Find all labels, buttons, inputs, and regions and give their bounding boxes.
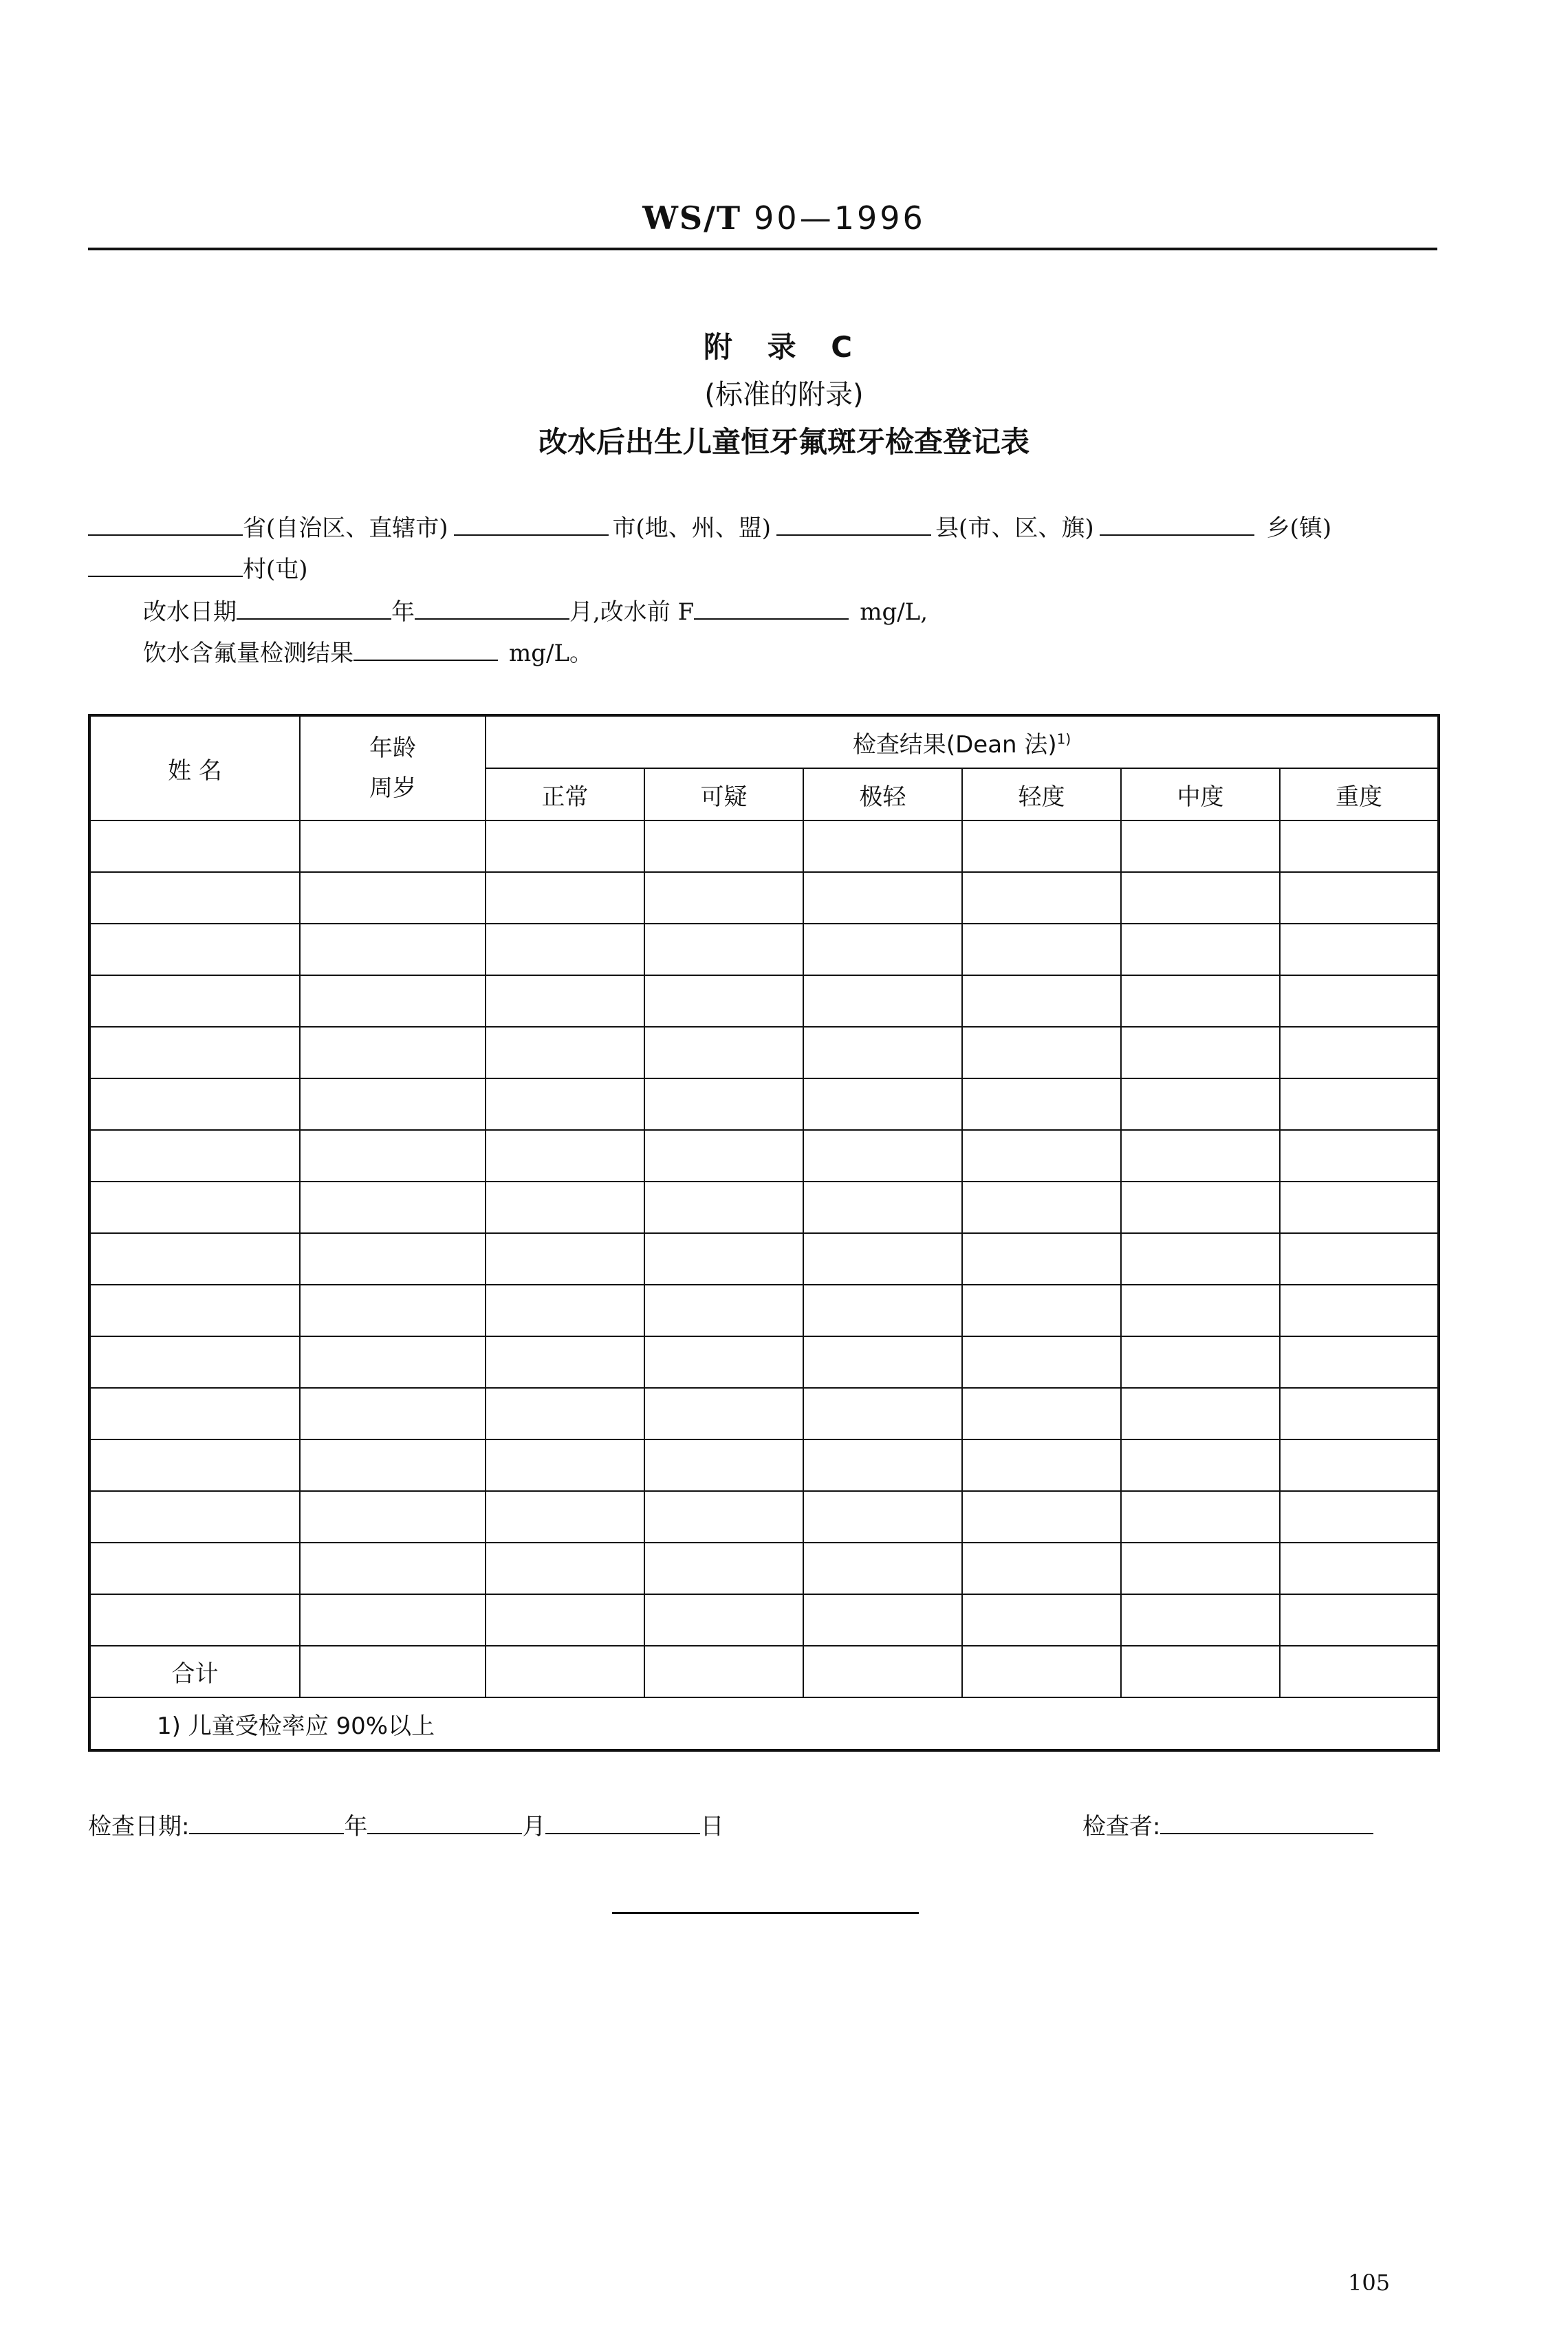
city-label: 市(地、州、盟) [612,514,772,542]
exam-date-label: 检查日期: [88,1813,190,1840]
table-cell[interactable] [1121,1543,1280,1594]
table-cell[interactable] [1121,1336,1280,1388]
location-line [88,509,1331,543]
table-cell[interactable] [1121,924,1280,975]
table-cell[interactable] [803,1130,962,1182]
table-cell[interactable] [300,1336,486,1388]
appendix-subtitle: (标准的附录) [704,379,864,411]
table-cell[interactable] [486,1233,644,1285]
table-cell[interactable] [962,1439,1121,1491]
county-label: 县(市、区、旗) [935,514,1094,542]
header-name-text: 姓 名 [168,757,222,785]
table-cell[interactable] [89,1078,300,1130]
table-cell[interactable] [1280,1285,1439,1336]
examiner-line [1082,1807,1373,1841]
table-cell[interactable] [300,1646,486,1697]
table-cell[interactable] [644,975,803,1027]
table-cell[interactable] [803,1078,962,1130]
table-row [89,1594,1439,1646]
table-cell[interactable] [300,1078,486,1130]
table-cell[interactable] [486,1646,644,1697]
table-cell[interactable] [1280,872,1439,924]
table-cell[interactable] [486,872,644,924]
standard-code [0,199,1568,237]
table-cell[interactable] [962,872,1121,924]
province-blank[interactable] [88,514,243,536]
table-cell[interactable] [486,1078,644,1130]
reform-month-label: 月,改水前 F [569,598,695,626]
table-cell[interactable] [803,1543,962,1594]
table-cell[interactable] [962,924,1121,975]
table-cell[interactable] [1280,924,1439,975]
table-cell[interactable] [644,1646,803,1697]
table-row [89,1336,1439,1388]
reform-date-line [143,593,928,627]
table-cell[interactable] [1121,1078,1280,1130]
county-blank[interactable] [776,514,931,536]
table-cell[interactable] [1121,820,1280,872]
table-cell[interactable] [644,1130,803,1182]
reform-date-label: 改水日期 [143,598,237,626]
table-body [89,820,1439,1646]
examiner-blank[interactable] [1160,1812,1373,1834]
fluoride-blank[interactable] [353,639,498,661]
table-row [89,872,1439,924]
table-cell[interactable] [300,1233,486,1285]
reform-month-blank[interactable] [415,598,569,620]
table-cell[interactable] [486,1285,644,1336]
grade-severe: 重度 [1280,768,1439,820]
table-cell[interactable] [89,1594,300,1646]
table-cell[interactable] [486,1543,644,1594]
table-cell[interactable] [962,1388,1121,1439]
table-cell[interactable] [300,1594,486,1646]
fluoride-line [143,634,593,668]
table-cell[interactable] [1280,820,1439,872]
table-cell[interactable] [803,1646,962,1697]
table-cell[interactable] [1121,1285,1280,1336]
table-cell[interactable] [1280,1543,1439,1594]
table-cell[interactable] [803,1439,962,1491]
exam-month-blank[interactable] [367,1812,522,1834]
table-cell[interactable] [300,1543,486,1594]
grade-mild: 轻度 [962,768,1121,820]
table-cell[interactable] [89,1388,300,1439]
table-cell[interactable] [1280,1388,1439,1439]
village-line [88,550,308,584]
table-cell[interactable] [300,1439,486,1491]
table-row [89,1027,1439,1078]
table-row [89,1130,1439,1182]
header-result-sup: 1) [1056,730,1071,748]
table-cell[interactable] [1280,1646,1439,1697]
township-blank[interactable] [1100,514,1254,536]
table-cell[interactable] [486,1439,644,1491]
table-cell[interactable] [300,872,486,924]
table-note: 1) 儿童受检率应 90%以上 [89,1697,1439,1750]
table-cell[interactable] [1280,1027,1439,1078]
table-cell[interactable] [644,1285,803,1336]
table-row [89,1388,1439,1439]
total-label: 合计 [89,1646,300,1697]
table-cell[interactable] [1280,1336,1439,1388]
table-cell[interactable] [89,1233,300,1285]
header-result [486,715,1439,768]
table-cell[interactable] [962,1491,1121,1543]
table-row [89,1285,1439,1336]
fluoride-label: 饮水含氟量检测结果 [143,640,353,667]
table-cell[interactable] [300,1388,486,1439]
table-cell[interactable] [644,1594,803,1646]
table-cell[interactable] [803,1388,962,1439]
table-cell[interactable] [1280,1130,1439,1182]
registration-table [88,714,1440,1752]
table-cell[interactable] [644,1336,803,1388]
standard-code-number: 90—1996 [754,199,926,237]
table-cell[interactable] [300,1130,486,1182]
table-cell[interactable] [644,1543,803,1594]
table-cell[interactable] [89,872,300,924]
table-cell[interactable] [644,1027,803,1078]
appendix-label: 附 录 C [703,330,865,364]
exam-year-label: 年 [344,1813,368,1840]
table-row [89,1233,1439,1285]
table-row [89,1491,1439,1543]
table-cell[interactable] [486,924,644,975]
table-cell[interactable] [1280,1078,1439,1130]
exam-date-line [88,1807,723,1841]
table-cell[interactable] [962,1130,1121,1182]
table-cell[interactable] [486,1491,644,1543]
table-cell[interactable] [486,1388,644,1439]
page-number: 105 [1348,2270,1391,2296]
table-row [89,924,1439,975]
city-blank[interactable] [454,514,609,536]
table-cell[interactable] [644,1182,803,1233]
table-cell[interactable] [1121,872,1280,924]
table-cell[interactable] [1280,1182,1439,1233]
table-cell[interactable] [89,1491,300,1543]
village-label: 村(屯) [243,556,308,583]
province-label: 省(自治区、直辖市) [243,514,448,542]
table-cell[interactable] [803,1594,962,1646]
table-cell[interactable] [1121,1233,1280,1285]
table-cell[interactable] [962,975,1121,1027]
table-cell[interactable] [1121,1646,1280,1697]
form-title: 改水后出生儿童恒牙氟斑牙检查登记表 [538,425,1030,459]
table-cell[interactable] [89,1543,300,1594]
table-row [89,1543,1439,1594]
table-cell[interactable] [1280,1594,1439,1646]
table-cell[interactable] [1121,975,1280,1027]
village-blank[interactable] [88,555,243,577]
table-cell[interactable] [300,1182,486,1233]
table-cell[interactable] [962,1543,1121,1594]
table-header-row [89,715,1439,768]
table-cell[interactable] [1280,1439,1439,1491]
reform-year-label: 年 [391,598,415,626]
table-cell[interactable] [803,1336,962,1388]
examiner-label: 检查者: [1082,1813,1161,1840]
header-age-line2: 周岁 [369,774,416,802]
table-cell[interactable] [300,1027,486,1078]
table-cell[interactable] [89,1130,300,1182]
table-row [89,1182,1439,1233]
table-cell[interactable] [300,820,486,872]
table-cell[interactable] [1121,1182,1280,1233]
table-cell[interactable] [962,1233,1121,1285]
township-label: 乡(镇) [1266,514,1332,542]
exam-year-blank[interactable] [189,1812,344,1834]
table-cell[interactable] [803,820,962,872]
table-cell[interactable] [962,820,1121,872]
table-cell[interactable] [89,1336,300,1388]
table-cell[interactable] [803,1233,962,1285]
table-cell[interactable] [89,820,300,872]
reform-year-blank[interactable] [237,598,391,620]
table-cell[interactable] [89,1285,300,1336]
standard-code-prefix: WS/T [642,199,742,237]
table-cell[interactable] [1121,1594,1280,1646]
table-cell[interactable] [89,1439,300,1491]
header-rule [88,248,1437,250]
table-cell[interactable] [644,1078,803,1130]
end-rule [612,1912,919,1914]
header-age-line1: 年龄 [369,735,416,762]
table-cell[interactable] [486,1027,644,1078]
table-cell[interactable] [644,820,803,872]
table-cell[interactable] [1121,1491,1280,1543]
table-cell[interactable] [803,975,962,1027]
table-cell[interactable] [300,924,486,975]
table-cell[interactable] [486,1336,644,1388]
table-cell[interactable] [644,1439,803,1491]
note-row [89,1697,1439,1750]
table-cell[interactable] [89,924,300,975]
table-cell[interactable] [803,872,962,924]
table-cell[interactable] [1280,1233,1439,1285]
table-cell[interactable] [1280,1491,1439,1543]
table-cell[interactable] [486,1594,644,1646]
table-cell[interactable] [644,924,803,975]
header-name [89,715,300,820]
table-cell[interactable] [803,1182,962,1233]
table-cell[interactable] [1121,1027,1280,1078]
table-cell[interactable] [644,872,803,924]
pre-fluoride-blank[interactable] [694,598,849,620]
table-cell[interactable] [803,1285,962,1336]
table-cell[interactable] [803,1491,962,1543]
table-cell[interactable] [644,1388,803,1439]
table-cell[interactable] [300,1285,486,1336]
grade-questionable: 可疑 [644,768,803,820]
grade-moderate: 中度 [1121,768,1280,820]
table-cell[interactable] [644,1233,803,1285]
table-cell[interactable] [486,975,644,1027]
table-cell[interactable] [300,1491,486,1543]
table-cell[interactable] [962,1336,1121,1388]
table-cell[interactable] [486,1182,644,1233]
unit-after: mg/L。 [509,640,594,667]
table-cell[interactable] [1280,975,1439,1027]
table-cell[interactable] [803,924,962,975]
table-row [89,1078,1439,1130]
table-cell[interactable] [486,820,644,872]
unit-before: mg/L, [860,598,928,626]
table-cell[interactable] [1121,1439,1280,1491]
table-cell[interactable] [89,975,300,1027]
table-cell[interactable] [300,975,486,1027]
exam-day-blank[interactable] [545,1812,700,1834]
grade-very-mild: 极轻 [803,768,962,820]
table-row [89,975,1439,1027]
table-cell[interactable] [89,1182,300,1233]
table-cell[interactable] [803,1027,962,1078]
grade-normal: 正常 [486,768,644,820]
exam-month-label: 月 [522,1813,546,1840]
table-cell[interactable] [89,1027,300,1078]
table-cell[interactable] [962,1594,1121,1646]
table-cell[interactable] [1121,1388,1280,1439]
header-result-text: 检查结果(Dean 法) [852,730,1057,759]
table-cell[interactable] [1121,1130,1280,1182]
table-row [89,820,1439,872]
table-cell[interactable] [962,1285,1121,1336]
table-row [89,1439,1439,1491]
table-cell[interactable] [962,1182,1121,1233]
table-cell[interactable] [962,1646,1121,1697]
total-row [89,1646,1439,1697]
table-cell[interactable] [644,1491,803,1543]
table-cell[interactable] [486,1130,644,1182]
table-cell[interactable] [962,1027,1121,1078]
exam-day-label: 日 [700,1813,724,1840]
table-cell[interactable] [962,1078,1121,1130]
header-age [300,715,486,820]
